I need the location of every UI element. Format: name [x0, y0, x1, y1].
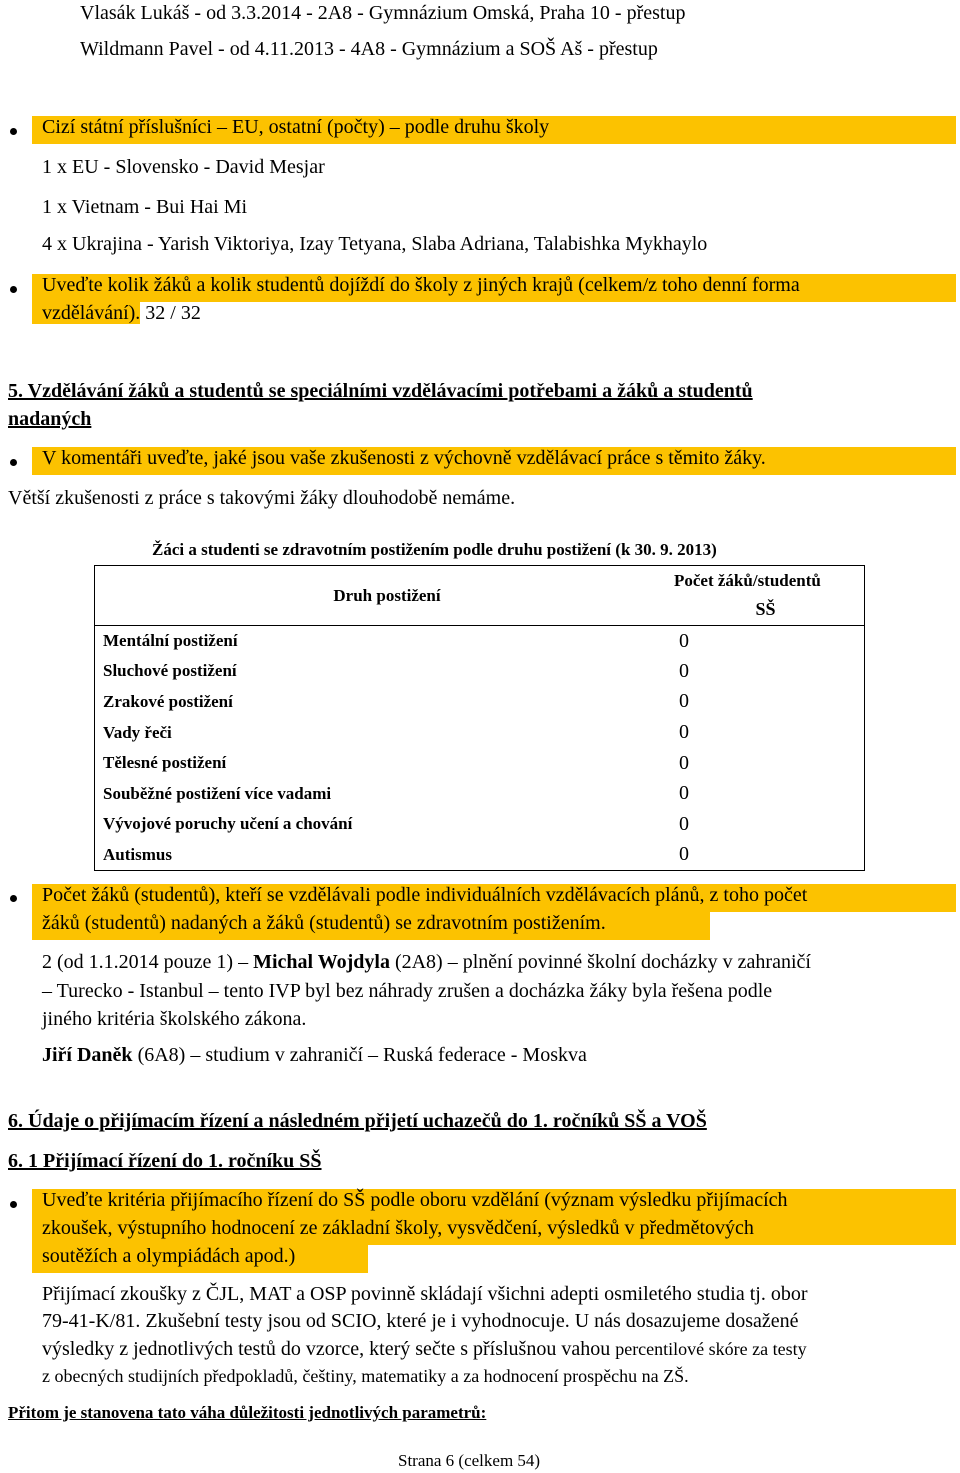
- row-value: 0: [679, 809, 865, 840]
- header-line-2: Wildmann Pavel - od 4.11.2013 - 4A8 - Gymnázium a SOŠ Aš - přestup: [80, 38, 658, 60]
- table-header-row: [95, 566, 865, 626]
- table-header-count: [674, 566, 865, 626]
- row-label: Mentální postižení: [95, 626, 680, 657]
- comment-answer: Větší zkušenosti z práce s takovými žáky dlouhodobě nemáme.: [8, 487, 516, 509]
- row-value: 0: [679, 748, 865, 779]
- row-label: Sluchové postižení: [95, 656, 680, 687]
- row-value: 0: [679, 626, 865, 657]
- section6-title: 6. Údaje o přijímacím řízení a následném přijetí uchazečů do 1. ročníků SŠ a VOŠ: [8, 1110, 707, 1132]
- disability-table: [94, 565, 865, 871]
- row-label: Souběžné postižení více vadami: [95, 778, 680, 809]
- row-value: 0: [679, 840, 865, 871]
- criteria-prompt-text-1: Uveďte kritéria přijímacího řízení do SŠ podle oboru vzdělání (význam výsledku přijímacích: [42, 1189, 788, 1211]
- row-label: Autismus: [95, 840, 680, 871]
- criteria-answer-line-2: 79-41-K/81. Zkušební testy jsou od SCIO, které je i vyhodnocuje. U nás dosazujeme dosažené: [42, 1310, 799, 1332]
- ivp-detail: (6A8) – studium v zahraničí – Ruská federace - Moskva: [132, 1044, 587, 1066]
- foreign-students-prompt-text: Cizí státní příslušníci – EU, ostatní (počty) – podle druhu školy: [42, 116, 550, 138]
- commute-answer: 32 / 32: [140, 302, 201, 324]
- row-value: 0: [679, 717, 865, 748]
- ivp-answer-line-1: [42, 951, 811, 974]
- criteria-prompt-line-1: [32, 1189, 956, 1217]
- row-label: Zrakové postižení: [95, 687, 680, 718]
- criteria-answer-text-3b: percentilové skóre za testy: [615, 1339, 807, 1359]
- ivp-detail: (2A8) – plnění povinné školní docházky v zahraničí: [389, 951, 811, 973]
- table-row: [95, 687, 865, 718]
- criteria-prompt-text-2: zkoušek, výstupního hodnocení ze základní školy, vysvědčení, výsledků v předmětových: [42, 1217, 754, 1239]
- comment-prompt-text: V komentáři uveďte, jaké jsou vaše zkušenosti z výchovně vzdělávací práce s těmito žáky.: [42, 447, 766, 469]
- table-row: [95, 840, 865, 871]
- commute-prompt-line-2: [32, 302, 201, 325]
- ivp-prompt-text-2: žáků (studentů) nadaných a žáků (studentů) se zdravotním postižením.: [42, 912, 606, 934]
- foreign-item-1: 1 x EU - Slovensko - David Mesjar: [42, 156, 325, 178]
- ivp-count: 2 (od 1.1.2014 pouze 1) –: [42, 951, 254, 973]
- table-header-type: Druh postižení: [95, 566, 680, 626]
- row-label: Vývojové poruchy učení a chování: [95, 809, 680, 840]
- bullet-icon: [10, 128, 17, 135]
- criteria-answer-line-3: [42, 1338, 807, 1361]
- criteria-answer-line-1: Přijímací zkoušky z ČJL, MAT a OSP povinně skládají všichni adepti osmiletého studia tj. obor: [42, 1283, 808, 1305]
- row-label: Tělesné postižení: [95, 748, 680, 779]
- foreign-item-3: 4 x Ukrajina - Yarish Viktoriya, Izay Tetyana, Slaba Adriana, Talabishka Mykhaylo: [42, 233, 708, 255]
- table-header-count-line-1: Počet žáků/studentů: [674, 571, 821, 590]
- header-line-1: Vlasák Lukáš - od 3.3.2014 - 2A8 - Gymnázium Omská, Praha 10 - přestup: [80, 2, 686, 24]
- ivp-answer-line-2: – Turecko - Istanbul – tento IVP byl bez náhrady zrušen a docházka žáky byla řešena podle: [42, 980, 773, 1002]
- bullet-icon: [10, 459, 17, 466]
- table-row: [95, 626, 865, 657]
- section5-title-line-2: nadaných: [8, 408, 92, 430]
- table-row: [95, 809, 865, 840]
- table-header-count-line-2: SŠ: [755, 599, 776, 619]
- foreign-students-prompt: [32, 116, 956, 144]
- ivp-prompt-text-1: Počet žáků (studentů), kteří se vzdělávali podle individuálních vzdělávacích plánů, z toho počet: [42, 884, 808, 906]
- criteria-answer-line-4: z obecných studijních předpokladů, češtiny, matematiky a za hodnocení prospěchu na ZŠ.: [42, 1366, 689, 1386]
- section5-title-line-1: 5. Vzdělávání žáků a studentů se speciálními vzdělávacími potřebami a žáků a studentů: [8, 380, 753, 402]
- table-title: Žáci a studenti se zdravotním postižením podle druhu postižení (k 30. 9. 2013): [152, 540, 717, 559]
- student-name: Jiří Daněk: [42, 1044, 133, 1066]
- foreign-item-2: 1 x Vietnam - Bui Hai Mi: [42, 196, 248, 218]
- section6-subtitle: 6. 1 Přijímací řízení do 1. ročníku SŠ: [8, 1150, 322, 1172]
- criteria-answer-text-3a: výsledky z jednotlivých testů do vzorce, který sečte s příslušnou vahou: [42, 1338, 616, 1360]
- table-row: [95, 656, 865, 687]
- comment-prompt: [32, 447, 956, 475]
- table-row: [95, 717, 865, 748]
- ivp-answer-line-4: [42, 1044, 587, 1067]
- table-row: [95, 778, 865, 809]
- row-value: 0: [679, 778, 865, 809]
- commute-prompt-text: Uveďte kolik žáků a kolik studentů dojíždí do školy z jiných krajů (celkem/z toho denní forma: [42, 274, 800, 296]
- row-label: Vady řeči: [95, 717, 680, 748]
- table-row: [95, 748, 865, 779]
- weights-line: Přitom je stanovena tato váha důležitosti jednotlivých parametrů:: [8, 1403, 487, 1422]
- criteria-prompt-line-3: [32, 1245, 368, 1273]
- row-value: 0: [679, 687, 865, 718]
- bullet-icon: [10, 1201, 17, 1208]
- criteria-prompt-text-3: soutěžích a olympiádách apod.): [42, 1245, 296, 1267]
- criteria-prompt-line-2: [32, 1217, 956, 1245]
- ivp-prompt-line-1: [32, 884, 956, 912]
- ivp-answer-line-3: jiného kritéria školského zákona.: [42, 1008, 307, 1030]
- commute-prompt-line-1: [32, 274, 956, 302]
- student-name: Michal Wojdyla: [253, 951, 390, 973]
- bullet-icon: [10, 286, 17, 293]
- page-number: Strana 6 (celkem 54): [398, 1451, 541, 1470]
- row-value: 0: [679, 656, 865, 687]
- ivp-prompt-line-2: [32, 912, 710, 940]
- commute-prompt-end: vzdělávání).: [32, 302, 140, 324]
- bullet-icon: [10, 895, 17, 902]
